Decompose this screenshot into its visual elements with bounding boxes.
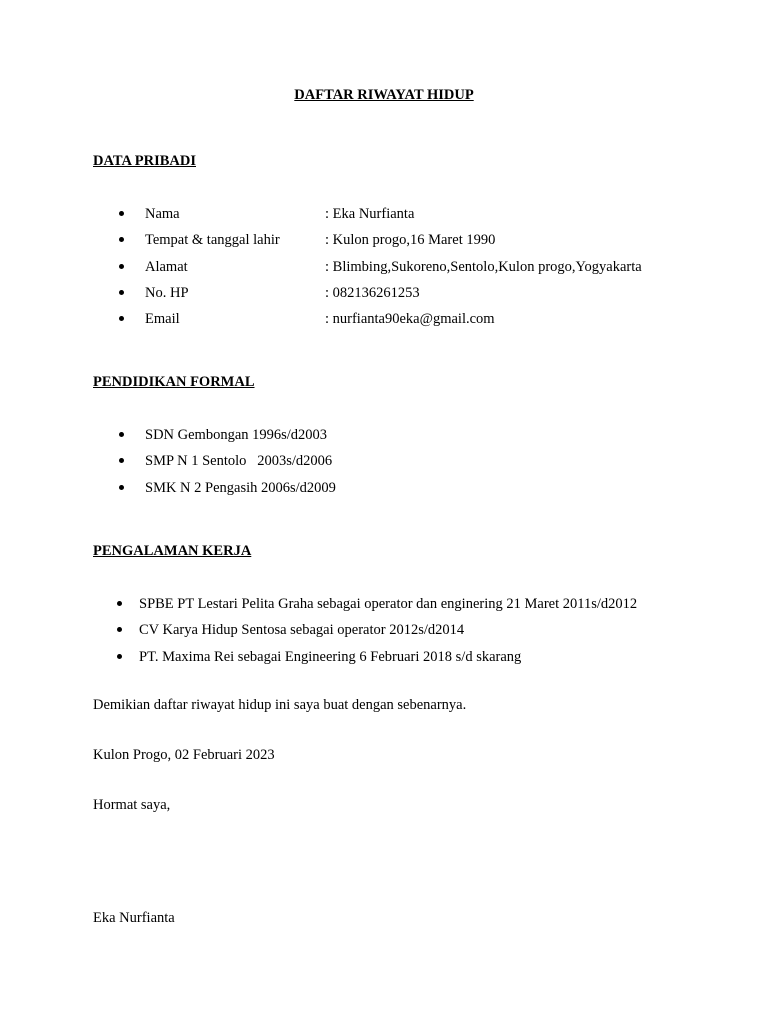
education-entry: SDN Gembongan 1996s/d2003 <box>145 427 328 443</box>
list-item <box>117 647 747 673</box>
list-item <box>119 451 719 477</box>
list-item <box>119 230 719 256</box>
list-item <box>117 620 747 646</box>
section-heading-pendidikan-formal: PENDIDIKAN FORMAL <box>93 374 255 390</box>
closing-statement: Demikian daftar riwayat hidup ini saya buat dengan sebenarnya. <box>93 697 467 713</box>
work-entry: SPBE PT Lestari Pelita Graha sebagai operator dan enginering 21 Maret 2011s/d2012 <box>139 596 638 612</box>
field-value: : Blimbing,Sukoreno,Sentolo,Kulon progo,Yogyakarta <box>325 258 642 275</box>
section-heading-data-pribadi: DATA PRIBADI <box>93 153 196 169</box>
bullet-icon <box>117 654 122 659</box>
bullet-icon <box>119 432 124 437</box>
field-label: No. HP <box>145 284 189 301</box>
work-entry: CV Karya Hidup Sentosa sebagai operator 2012s/d2014 <box>139 622 465 639</box>
personal-data-list <box>119 204 719 335</box>
bullet-icon <box>117 627 122 632</box>
field-label: Email <box>145 311 180 328</box>
field-value: : Kulon progo,16 Maret 1990 <box>325 232 496 249</box>
bullet-icon <box>119 211 124 216</box>
bullet-icon <box>119 237 124 242</box>
bullet-icon <box>119 458 124 463</box>
list-item <box>117 594 747 620</box>
list-item <box>119 309 719 335</box>
field-label: Nama <box>145 206 180 222</box>
education-entry: SMP N 1 Sentolo 2003s/d2006 <box>145 453 333 470</box>
education-entry: SMK N 2 Pengasih 2006s/d2009 <box>145 479 336 496</box>
place-date: Kulon Progo, 02 Februari 2023 <box>93 747 275 763</box>
field-value: : nurfianta90eka@gmail.com <box>325 311 495 328</box>
bullet-icon <box>119 485 124 490</box>
education-list <box>119 425 719 504</box>
bullet-icon <box>119 316 124 321</box>
bullet-icon <box>119 290 124 295</box>
list-item <box>119 425 719 451</box>
salutation: Hormat saya, <box>93 797 171 813</box>
signature-name: Eka Nurfianta <box>93 910 175 926</box>
work-entry: PT. Maxima Rei sebagai Engineering 6 Februari 2018 s/d skarang <box>139 648 522 665</box>
field-value: : Eka Nurfianta <box>325 206 415 222</box>
bullet-icon <box>119 264 124 269</box>
bullet-icon <box>117 601 122 606</box>
work-experience-list <box>117 594 747 673</box>
list-item <box>119 204 719 230</box>
document-title: DAFTAR RIWAYAT HIDUP <box>294 87 474 103</box>
list-item <box>119 478 719 504</box>
field-value: : 082136261253 <box>325 284 420 301</box>
field-label: Tempat & tanggal lahir <box>145 232 280 249</box>
list-item <box>119 283 719 309</box>
list-item <box>119 257 719 283</box>
field-label: Alamat <box>145 258 188 275</box>
section-heading-pengalaman-kerja: PENGALAMAN KERJA <box>93 543 252 559</box>
